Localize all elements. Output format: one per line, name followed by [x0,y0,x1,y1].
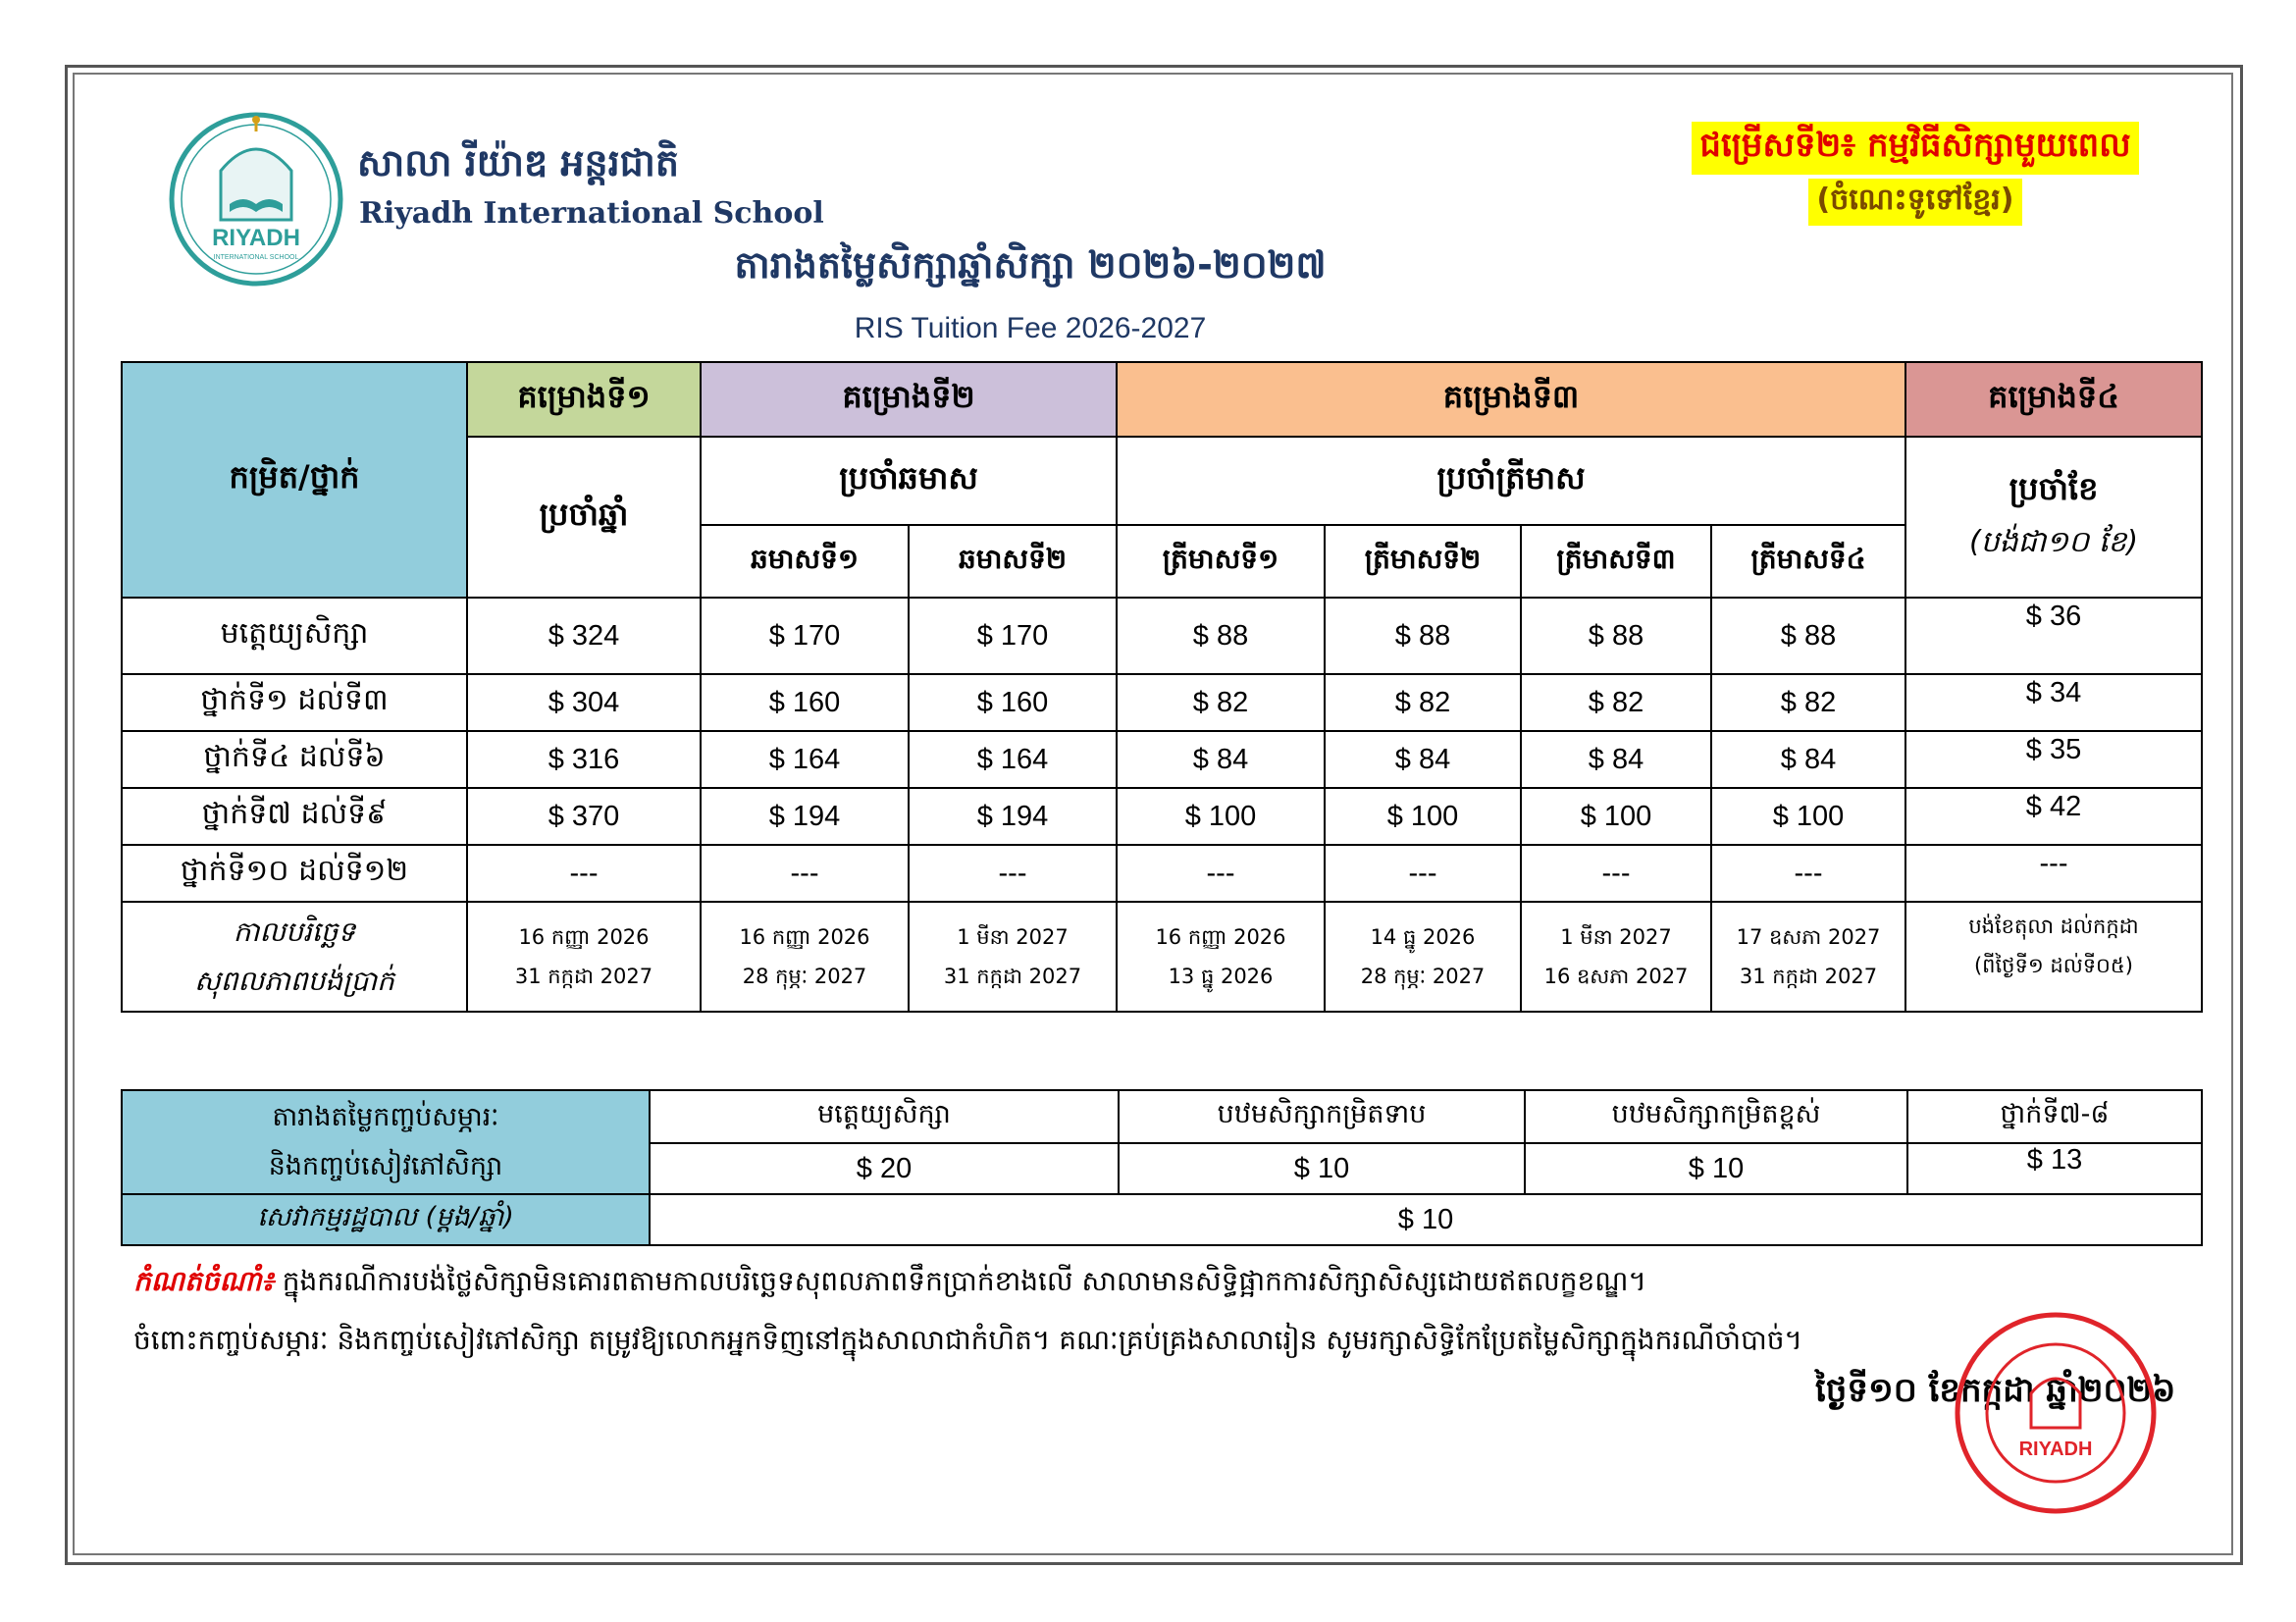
fee-cell: --- [467,845,701,902]
fee-cell: $ 164 [909,731,1117,788]
deadline-end: 28 កុម្ភៈ 2027 [742,965,867,988]
fee-cell: $ 84 [1117,731,1325,788]
fee-cell: $ 100 [1711,788,1905,845]
fee-cell: $ 370 [467,788,701,845]
deadline-end: 28 កុម្ភៈ 2027 [1360,965,1486,988]
school-name-kh: សាលា រីយ៉ាឌ អន្តរជាតិ [357,141,679,184]
deadline-start: បង់ខែតុលា ដល់កក្កដា [1968,915,2139,938]
sub-period: ត្រីមាសទី៣ [1521,525,1711,598]
deadline-start: 1 មីនា 2027 [957,925,1069,949]
fee-cell: $ 160 [701,674,909,731]
fee-row [122,788,2202,845]
materials-column: មត្តេយ្យសិក្សា [650,1090,1119,1143]
deadline-cell [1905,902,2202,1012]
fee-cell: $ 36 [1905,598,2202,674]
fee-cell: $ 42 [1905,788,2202,845]
materials-table [121,1089,2203,1246]
fee-cell: --- [1711,845,1905,902]
fee-cell: $ 316 [467,731,701,788]
option-line1: ជម្រើសទី២៖ កម្មវិធីសិក្សាមួយពេល [1692,122,2138,175]
period-monthly-cell [1905,437,2202,598]
sub-period: ត្រីមាសទី១ [1117,525,1325,598]
plan-4-header: គម្រោងទី៤ [1905,362,2202,437]
deadline-cell [1711,902,1905,1012]
materials-price: $ 10 [1525,1143,1907,1194]
logo-subtext: INTERNATIONAL SCHOOL [213,254,299,261]
sub-period: ឆមាសទី២ [909,525,1117,598]
fee-cell: $ 88 [1325,598,1521,674]
sub-period: ត្រីមាសទី២ [1325,525,1521,598]
fee-cell: --- [1521,845,1711,902]
period-monthly: ប្រចាំខែ [2009,469,2099,507]
deadline-start: 1 មីនា 2027 [1560,925,1672,949]
fee-cell: $ 84 [1325,731,1521,788]
note-text1: ក្នុងករណីការបង់ថ្លៃសិក្សាមិនគោរពតាមកាលបរិច្ឆេទសុពលភាពទឹកប្រាក់ខាងលើ សាលាមានសិទ្ធិផ្អាកការសិក្សាសិស្សដោយឥតលក្ខខណ្ឌ។ [273,1265,1646,1297]
fee-cell: $ 100 [1521,788,1711,845]
materials-column: ថ្នាក់ទី៧-៨ [1907,1090,2202,1143]
note-line2: ចំពោះកញ្ចប់សម្ភារៈ និងកញ្ចប់សៀវភៅសិក្សា តម្រូវឱ្យលោកអ្នកទិញនៅក្នុងសាលាជាកំហិត។ គណៈគ្រប់គ្រងសាលារៀន សូមរក្សាសិទ្ធិកែប្រែតម្លៃសិក្សាក្នុងករណីចាំបាច់។ [133,1324,1802,1356]
level-label: មត្តេយ្យសិក្សា [122,598,467,674]
deadline-start: 17 ឧសភា 2027 [1736,925,1881,949]
fee-cell: $ 82 [1117,674,1325,731]
title-kh: តារាងតម្លៃសិក្សាឆ្នាំសិក្សា ២០២៦-២០២៧ [734,243,1327,287]
sub-period: ឆមាសទី១ [701,525,909,598]
fee-cell: $ 88 [1117,598,1325,674]
sub-period: ត្រីមាសទី៤ [1711,525,1905,598]
fee-cell: $ 88 [1711,598,1905,674]
deadline-cell [701,902,909,1012]
plan-1-header: គម្រោងទី១ [467,362,701,437]
school-stamp [1953,1310,2159,1516]
note-label: កំណត់ចំណាំ៖ [133,1265,274,1297]
materials-header-line2: និងកញ្ចប់សៀវភៅសិក្សា [268,1151,503,1181]
deadline-cell [1117,902,1325,1012]
fee-cell: $ 324 [467,598,701,674]
fee-cell: $ 170 [909,598,1117,674]
fee-cell: $ 82 [1521,674,1711,731]
note-line1 [133,1264,1646,1304]
fee-row [122,845,2202,902]
materials-price: $ 13 [1907,1143,2202,1194]
deadline-start: 16 កញ្ញា 2026 [1155,925,1286,949]
fee-cell: $ 194 [701,788,909,845]
fee-cell: $ 35 [1905,731,2202,788]
fee-cell: --- [1905,845,2202,902]
deadline-cell [467,902,701,1012]
logo-text: RIYADH [212,225,300,251]
deadline-start: 16 កញ្ញា 2026 [739,925,870,949]
materials-header-cell [122,1090,650,1194]
fee-cell: $ 160 [909,674,1117,731]
fee-cell: $ 84 [1521,731,1711,788]
deadline-label-line1: កាលបរិច្ឆេទ [233,916,356,948]
deadline-end: 13 ធ្នូ 2026 [1168,965,1274,988]
period-semester: ប្រចាំឆមាស [701,437,1117,525]
level-header: កម្រិត/ថ្នាក់ [122,362,467,598]
school-logo [167,110,345,288]
deadline-end: 31 កក្កដា 2027 [1739,965,1878,988]
fee-cell: $ 34 [1905,674,2202,731]
fee-cell: $ 82 [1711,674,1905,731]
deadline-label-cell [122,902,467,1012]
plan-3-header: គម្រោងទី៣ [1117,362,1905,437]
materials-column: បឋមសិក្សាកម្រិតទាប [1119,1090,1525,1143]
fee-cell: --- [701,845,909,902]
deadline-label-line2: សុពលភាពបង់ប្រាក់ [194,965,394,997]
level-label: ថ្នាក់ទី១០ ដល់ទី១២ [122,845,467,902]
period-annual: ប្រចាំឆ្នាំ [467,437,701,598]
fee-cell: $ 100 [1325,788,1521,845]
fee-cell: $ 170 [701,598,909,674]
materials-price: $ 20 [650,1143,1119,1194]
title-en: RIS Tuition Fee 2026-2027 [854,312,1207,344]
issue-date: ថ្ងៃទី១០ ខែកក្កដា ឆ្នាំ២០២៦ [1815,1371,2176,1410]
fee-cell: $ 88 [1521,598,1711,674]
deadline-cell [1521,902,1711,1012]
deadline-start: 14 ធ្នូ 2026 [1370,925,1476,949]
deadline-start: 16 កញ្ញា 2026 [518,925,650,949]
deadline-end: 16 ឧសភា 2027 [1543,965,1689,988]
materials-column: បឋមសិក្សាកម្រិតខ្ពស់ [1525,1090,1907,1143]
admin-fee-label: សេវាកម្មរដ្ឋបាល (ម្តង/ឆ្នាំ) [122,1194,650,1245]
fee-cell: $ 194 [909,788,1117,845]
fee-cell: --- [1117,845,1325,902]
period-trimester: ប្រចាំត្រីមាស [1117,437,1905,525]
fee-table [121,361,2203,1013]
deadline-cell [1325,902,1521,1012]
level-label: ថ្នាក់ទី៤ ដល់ទី៦ [122,731,467,788]
fee-cell: --- [1325,845,1521,902]
school-name-en: Riyadh International School [359,196,824,231]
deadline-end: (ពីថ្ងៃទី១ ដល់ទី០៥) [1973,954,2133,977]
fee-cell: $ 100 [1117,788,1325,845]
level-label: ថ្នាក់ទី៧ ដល់ទី៩ [122,788,467,845]
program-option [1650,122,2180,226]
fee-row [122,674,2202,731]
stamp-text: RIYADH [2018,1439,2093,1460]
level-label: ថ្នាក់ទី១ ដល់ទី៣ [122,674,467,731]
fee-row [122,598,2202,674]
fee-cell: $ 304 [467,674,701,731]
materials-header-line1: តារាងតម្លៃកញ្ចប់សម្ភារៈ [272,1102,499,1132]
fee-cell: $ 164 [701,731,909,788]
deadline-end: 31 កក្កដា 2027 [514,965,653,988]
deadline-cell [909,902,1117,1012]
plan-2-header: គម្រោងទី២ [701,362,1117,437]
materials-price: $ 10 [1119,1143,1525,1194]
fee-cell: $ 84 [1711,731,1905,788]
option-line2: (ចំណេះទូទៅខ្មែរ) [1808,179,2021,226]
deadline-end: 31 កក្កដា 2027 [943,965,1082,988]
fee-row [122,731,2202,788]
fee-rows [122,598,2202,902]
fee-cell: $ 82 [1325,674,1521,731]
period-monthly-note: (បង់ជា១០ ខែ) [1968,524,2139,559]
fee-cell: --- [909,845,1117,902]
admin-fee-price: $ 10 [650,1194,2202,1245]
